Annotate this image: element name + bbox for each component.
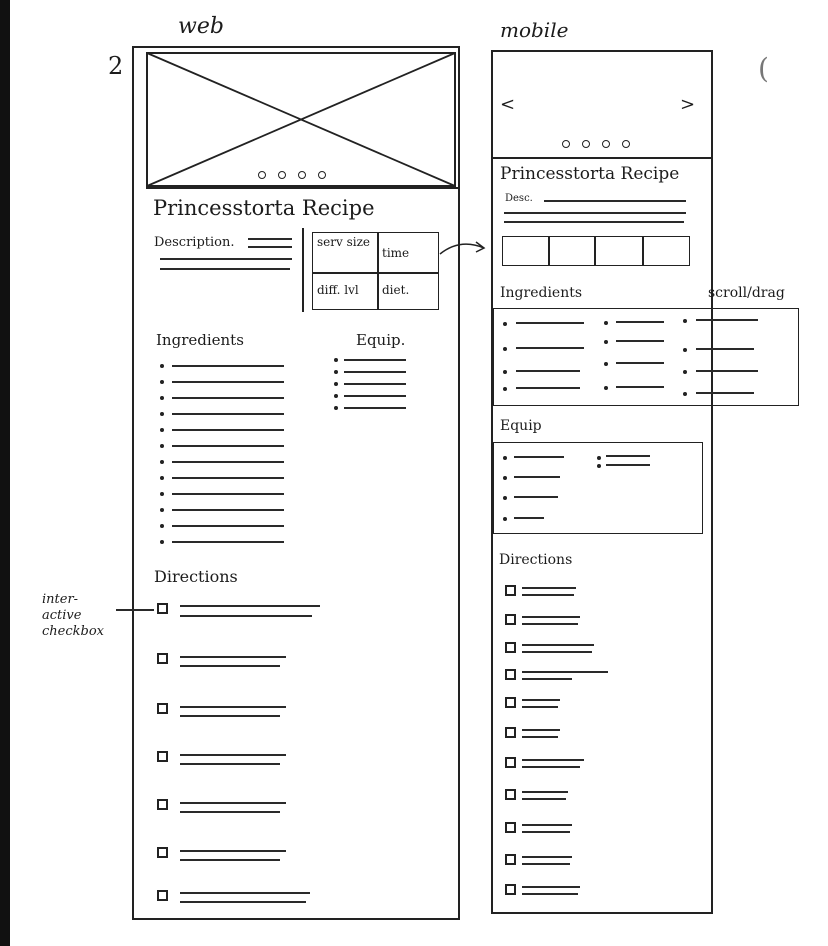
- direction-checkbox[interactable]: [505, 697, 516, 708]
- checkbox-annotation: inter- active checkbox: [42, 592, 104, 639]
- web-divider: [302, 228, 304, 312]
- web-info-cell-serv-size: serv size: [312, 232, 379, 274]
- direction-checkbox[interactable]: [157, 703, 168, 714]
- direction-checkbox[interactable]: [157, 847, 168, 858]
- scroll-drag-annotation: scroll/drag: [708, 285, 785, 301]
- page-number: 2: [108, 52, 124, 80]
- web-ingredients-heading: Ingredients: [156, 331, 244, 349]
- mobile-desc-line: [504, 221, 684, 223]
- web-directions-heading: Directions: [154, 567, 238, 586]
- web-recipe-title: Princesstorta Recipe: [153, 196, 375, 220]
- web-info-cell-time: time: [377, 232, 439, 274]
- mobile-equip-heading: Equip: [500, 418, 542, 434]
- web-to-mobile-arrow-icon: [438, 236, 488, 262]
- mobile-directions-heading: Directions: [499, 552, 573, 568]
- web-description-line: [160, 268, 290, 270]
- direction-checkbox[interactable]: [505, 884, 516, 895]
- mobile-recipe-title: Princesstorta Recipe: [500, 164, 680, 184]
- web-hero-divider: [146, 187, 458, 189]
- annotation-pointer-line: [116, 609, 154, 611]
- direction-checkbox[interactable]: [505, 669, 516, 680]
- web-description-line: [248, 246, 292, 248]
- direction-checkbox[interactable]: [505, 757, 516, 768]
- mobile-desc-label: Desc.: [505, 193, 533, 204]
- direction-checkbox[interactable]: [505, 727, 516, 738]
- direction-checkbox[interactable]: [505, 789, 516, 800]
- direction-checkbox[interactable]: [157, 603, 168, 614]
- web-label: web: [178, 14, 224, 39]
- direction-checkbox[interactable]: [157, 890, 168, 901]
- direction-checkbox[interactable]: [157, 799, 168, 810]
- web-info-cell-diet: diet.: [377, 272, 439, 310]
- web-hero-image-placeholder: [146, 52, 456, 187]
- mobile-carousel-dots[interactable]: [562, 140, 630, 148]
- web-description-line: [160, 258, 292, 260]
- direction-checkbox[interactable]: [505, 822, 516, 833]
- page-edge: [0, 0, 10, 946]
- web-carousel-dots[interactable]: [258, 171, 326, 179]
- direction-checkbox[interactable]: [157, 751, 168, 762]
- margin-mark: (: [758, 52, 769, 85]
- direction-checkbox[interactable]: [505, 642, 516, 653]
- web-equip-heading: Equip.: [356, 331, 406, 349]
- direction-checkbox[interactable]: [157, 653, 168, 664]
- direction-checkbox[interactable]: [505, 585, 516, 596]
- direction-checkbox[interactable]: [505, 854, 516, 865]
- web-description-line: [248, 238, 292, 240]
- mobile-hero-divider: [493, 157, 711, 159]
- mobile-ingredients-heading: Ingredients: [500, 285, 583, 301]
- web-info-cell-diff-lvl: diff. lvl: [312, 272, 379, 310]
- carousel-next-arrow-icon[interactable]: >: [680, 94, 696, 115]
- mobile-label: mobile: [500, 18, 569, 42]
- carousel-prev-arrow-icon[interactable]: <: [500, 94, 516, 115]
- direction-checkbox[interactable]: [505, 614, 516, 625]
- web-description-label: Description.: [154, 235, 235, 250]
- mobile-desc-line: [504, 212, 686, 214]
- mobile-desc-line: [544, 200, 686, 202]
